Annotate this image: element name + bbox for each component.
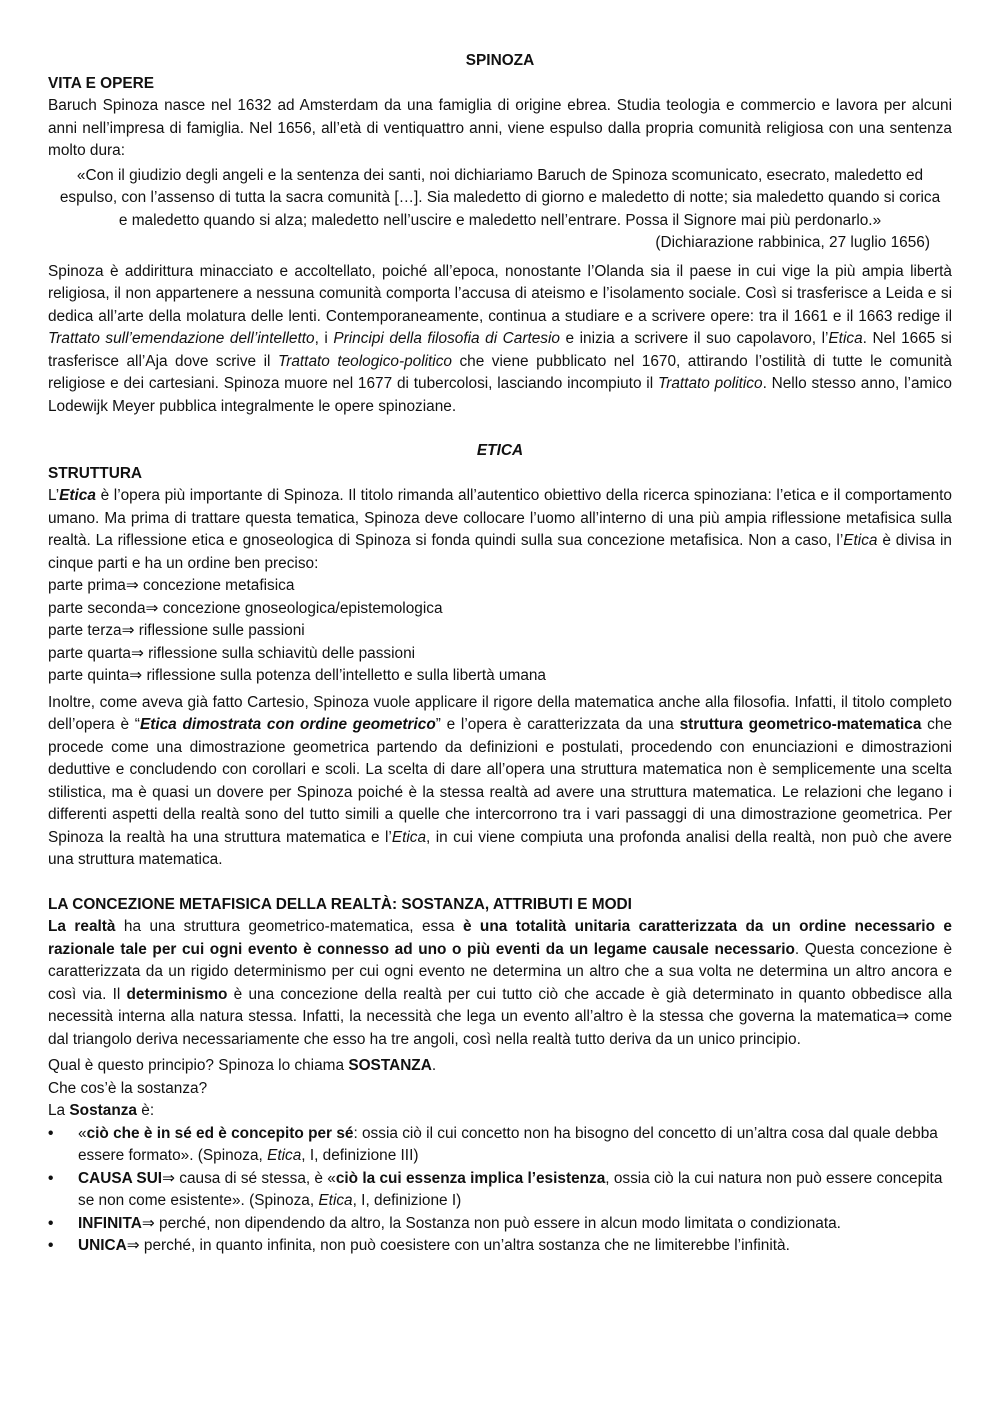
paragraph-vita-works xyxy=(48,261,952,419)
question-substance: Che cos’è la sostanza? xyxy=(48,1079,208,1097)
text-run: , i xyxy=(314,330,334,347)
work-title: Etica xyxy=(59,487,96,504)
paragraph-reality xyxy=(48,916,952,1051)
emphasis: determinismo xyxy=(126,985,228,1003)
text-run: è una concezione della realtà per cui tutto ciò che accade è già determinato in quanto obbedisce alla necessità interna alla natura stessa. Infatti, la necessità che lega un evento all’altro è la stessa che governa la matematica⇒ come dal triangolo deriva necessariamente che esso ha tre angoli, così nella realtà tutto deriva da un unico principio. xyxy=(48,985,952,1048)
list-item xyxy=(48,1213,952,1236)
emphasis: INFINITA xyxy=(78,1214,142,1232)
parts-list xyxy=(48,575,952,688)
list-item: parte seconda⇒ concezione gnoseologica/epistemologica xyxy=(48,599,443,617)
emphasis: UNICA xyxy=(78,1237,127,1254)
bullet-icon: • xyxy=(48,1214,54,1232)
list-item xyxy=(48,1123,952,1168)
text-run: , I, definizione I) xyxy=(352,1192,462,1209)
text-run: L’ xyxy=(48,487,60,504)
list-item xyxy=(48,1235,952,1258)
text-run: , in cui viene compiuta una profonda analisi della realtà, non può che avere una struttura matematica. xyxy=(48,828,952,868)
work-title: Trattato politico xyxy=(657,375,763,392)
emphasis: è una totalità unitaria caratterizzata da un ordine necessario e razionale tale per cui ogni evento è connesso ad uno o più eventi da un legame causale necessario xyxy=(48,918,952,958)
emphasis: Sostanza xyxy=(69,1102,137,1119)
text-run: ⇒ perché, in quanto infinita, non può coesistere con un’altra sostanza che ne limiterebbe l’infinità. xyxy=(126,1237,790,1254)
paragraph-vita-intro: Baruch Spinoza nasce nel 1632 ad Amsterdam da una famiglia di origine ebrea. Studia teologia e commercio e lavora per alcuni anni nell’impresa di famiglia. Nel 1656, all’età di ventiquattro anni, viene espulso dalla propria comunità religiosa con una sentenza molto dura: xyxy=(48,97,952,159)
bullet-icon: • xyxy=(48,1169,54,1187)
section-heading-struttura: STRUTTURA xyxy=(48,464,143,482)
text-run: ” e l’opera è caratterizzata da una xyxy=(435,716,680,733)
text-run: ⇒ perché, non dipendendo da altro, la Sostanza non può essere in alcun modo limitata o condizionata. xyxy=(141,1214,841,1232)
quote-source: (Dichiarazione rabbinica, 27 luglio 1656) xyxy=(655,234,930,251)
text-run: che procede come una dimostrazione geometrica partendo da definizioni e postulati, procedendo con enunciazioni e dimostrazioni deduttive e concludendo con corollari e scoli. La scelta di dare all’opera una struttura matematica non è semplicemente una scelta stilistica, ma è quasi un dovere per Spinoza poiché è la stessa realtà ad avere una struttura matematica. Le relazioni che legano i differenti aspetti della realtà sono del tutto simili a quelle che intercorrono tra i vari passaggi di una dimostrazione geometrica. Per Spinoza la realtà ha una struttura matematica e l’ xyxy=(48,716,953,846)
text-run: : ossia ciò il cui concetto non ha bisogno del concetto di un’altra cosa dal quale debba essere formato». (Spinoza, xyxy=(78,1124,938,1164)
work-title: Etica xyxy=(391,828,427,846)
work-title: Etica xyxy=(828,330,863,347)
text-run: e inizia a scrivere il suo capolavoro, l’ xyxy=(559,330,829,347)
text-run: è divisa in cinque parti e ha un ordine ben preciso: xyxy=(48,532,952,572)
paragraph-struttura xyxy=(48,485,952,575)
rabbinic-quote: «Con il giudizio degli angeli e la sentenza dei santi, noi dichiariamo Baruch de Spinoza scomunicato, esecrato, maledetto ed espulso, con l’assenso di tutta la sacra comunità […]. Sia maledetto di giorno e maledetto di notte; sia maledetto quando si corica e maledetto quando si alza; maledetto nell’uscire e maledetto nell’entrare. Possa il Signore mai più perdonarlo.» xyxy=(59,166,941,229)
section-title-etica: ETICA xyxy=(476,442,524,459)
text-run: . xyxy=(431,1057,437,1074)
bullet-icon: • xyxy=(48,1237,54,1254)
text-run: è l’opera più importante di Spinoza. Il titolo rimanda all’autentico obiettivo della ricerca spinoziana: l’etica e il comportamento umano. Ma prima di trattare questa tematica, Spinoza deve collocare l’uomo all’interno di una più ampia riflessione metafisica sulla realtà. La riflessione etica e gnoseologica di Spinoza si fonda quindi sulla sua concezione metafisica. Non a caso, l’ xyxy=(48,487,952,549)
emphasis: CAUSA SUI xyxy=(78,1169,163,1187)
emphasis: struttura geometrico-matematica xyxy=(679,716,922,733)
list-item xyxy=(48,1168,952,1213)
substance-intro xyxy=(48,1100,952,1123)
text-run: ⇒ causa di sé stessa, è « xyxy=(162,1169,336,1187)
text-run: . Nel 1665 si trasferisce all’Aja dove scrive il xyxy=(48,330,952,370)
document-title: SPINOZA xyxy=(465,52,535,69)
text-run: . Questa concezione è caratterizzata da un rigido determinismo per cui ogni evento ne determina un altro che a sua volta ne determina un altro ancora e così via. Il xyxy=(48,940,952,1003)
paragraph-geometric xyxy=(48,692,952,872)
substance-properties-list xyxy=(48,1123,952,1258)
list-item: parte prima⇒ concezione metafisica xyxy=(48,577,295,594)
bullet-icon: • xyxy=(48,1124,54,1142)
text-run: è: xyxy=(136,1102,155,1119)
text-run: Inoltre, come aveva già fatto Cartesio, Spinoza vuole applicare il rigore della matematica anche alla filosofia. Infatti, il titolo completo dell’opera è “ xyxy=(48,693,952,733)
emphasis: La realtà xyxy=(48,918,116,935)
list-item: parte quinta⇒ riflessione sulla potenza dell’intelletto e sulla libertà umana xyxy=(48,667,546,684)
question-principle xyxy=(48,1055,952,1078)
text-run: « xyxy=(78,1124,87,1142)
work-title: Etica xyxy=(267,1147,302,1164)
spacer xyxy=(48,872,952,894)
work-title: Principi della filosofia di Cartesio xyxy=(333,330,560,347)
emphasis: ciò la cui essenza implica l’esistenza xyxy=(335,1169,606,1187)
text-run: . Nello stesso anno, l’amico Lodewijk Meyer pubblica integralmente le opere spinoziane. xyxy=(48,375,952,415)
text-run: , ossia ciò la cui natura non può essere concepita se non come esistente». (Spinoza, xyxy=(78,1169,943,1209)
text-run: ha una struttura geometrico-matematica, essa xyxy=(115,918,463,935)
text-run: Spinoza è addirittura minacciato e accoltellato, poiché all’epoca, nonostante l’Olanda sia il paese in cui vige la più ampia libertà religiosa, il non appartenere a nessuna comunità comporta l’accusa di ateismo e l’isolamento sociale. Così si trasferisce a Leida e si dedica all’arte della molatura delle lenti. Contemporaneamente, continua a studiare e a scrivere opere: tra il 1661 e il 1663 redige il xyxy=(48,262,952,325)
emphasis: SOSTANZA xyxy=(348,1057,432,1074)
spacer xyxy=(48,418,952,440)
work-title: Trattato teologico-politico xyxy=(277,352,452,370)
text-run: La xyxy=(48,1102,70,1119)
work-title: Trattato sull’emendazione dell’intelletto xyxy=(48,330,315,347)
section-heading-vita: VITA E OPERE xyxy=(48,74,155,92)
emphasis: ciò che è in sé ed è concepito per sé xyxy=(86,1124,354,1142)
text-run: , I, definizione III) xyxy=(301,1147,419,1164)
work-title: Etica xyxy=(318,1192,353,1209)
list-item: parte quarta⇒ riflessione sulla schiavitù delle passioni xyxy=(48,644,416,662)
work-title: Etica dimostrata con ordine geometrico xyxy=(139,716,436,733)
work-title: Etica xyxy=(843,532,878,549)
list-item: parte terza⇒ riflessione sulle passioni xyxy=(48,622,305,639)
section-heading-metafisica: LA CONCEZIONE METAFISICA DELLA REALTÀ: SOSTANZA, ATTRIBUTI E MODI xyxy=(48,895,632,913)
text-run: che viene pubblicato nel 1670, attirando l’ostilità di tutte le comunità religiose e dei cartesiani. Spinoza muore nel 1677 di tubercolosi, lasciando incompiuto il xyxy=(48,352,952,392)
text-run: Qual è questo principio? Spinoza lo chiama xyxy=(48,1057,349,1074)
